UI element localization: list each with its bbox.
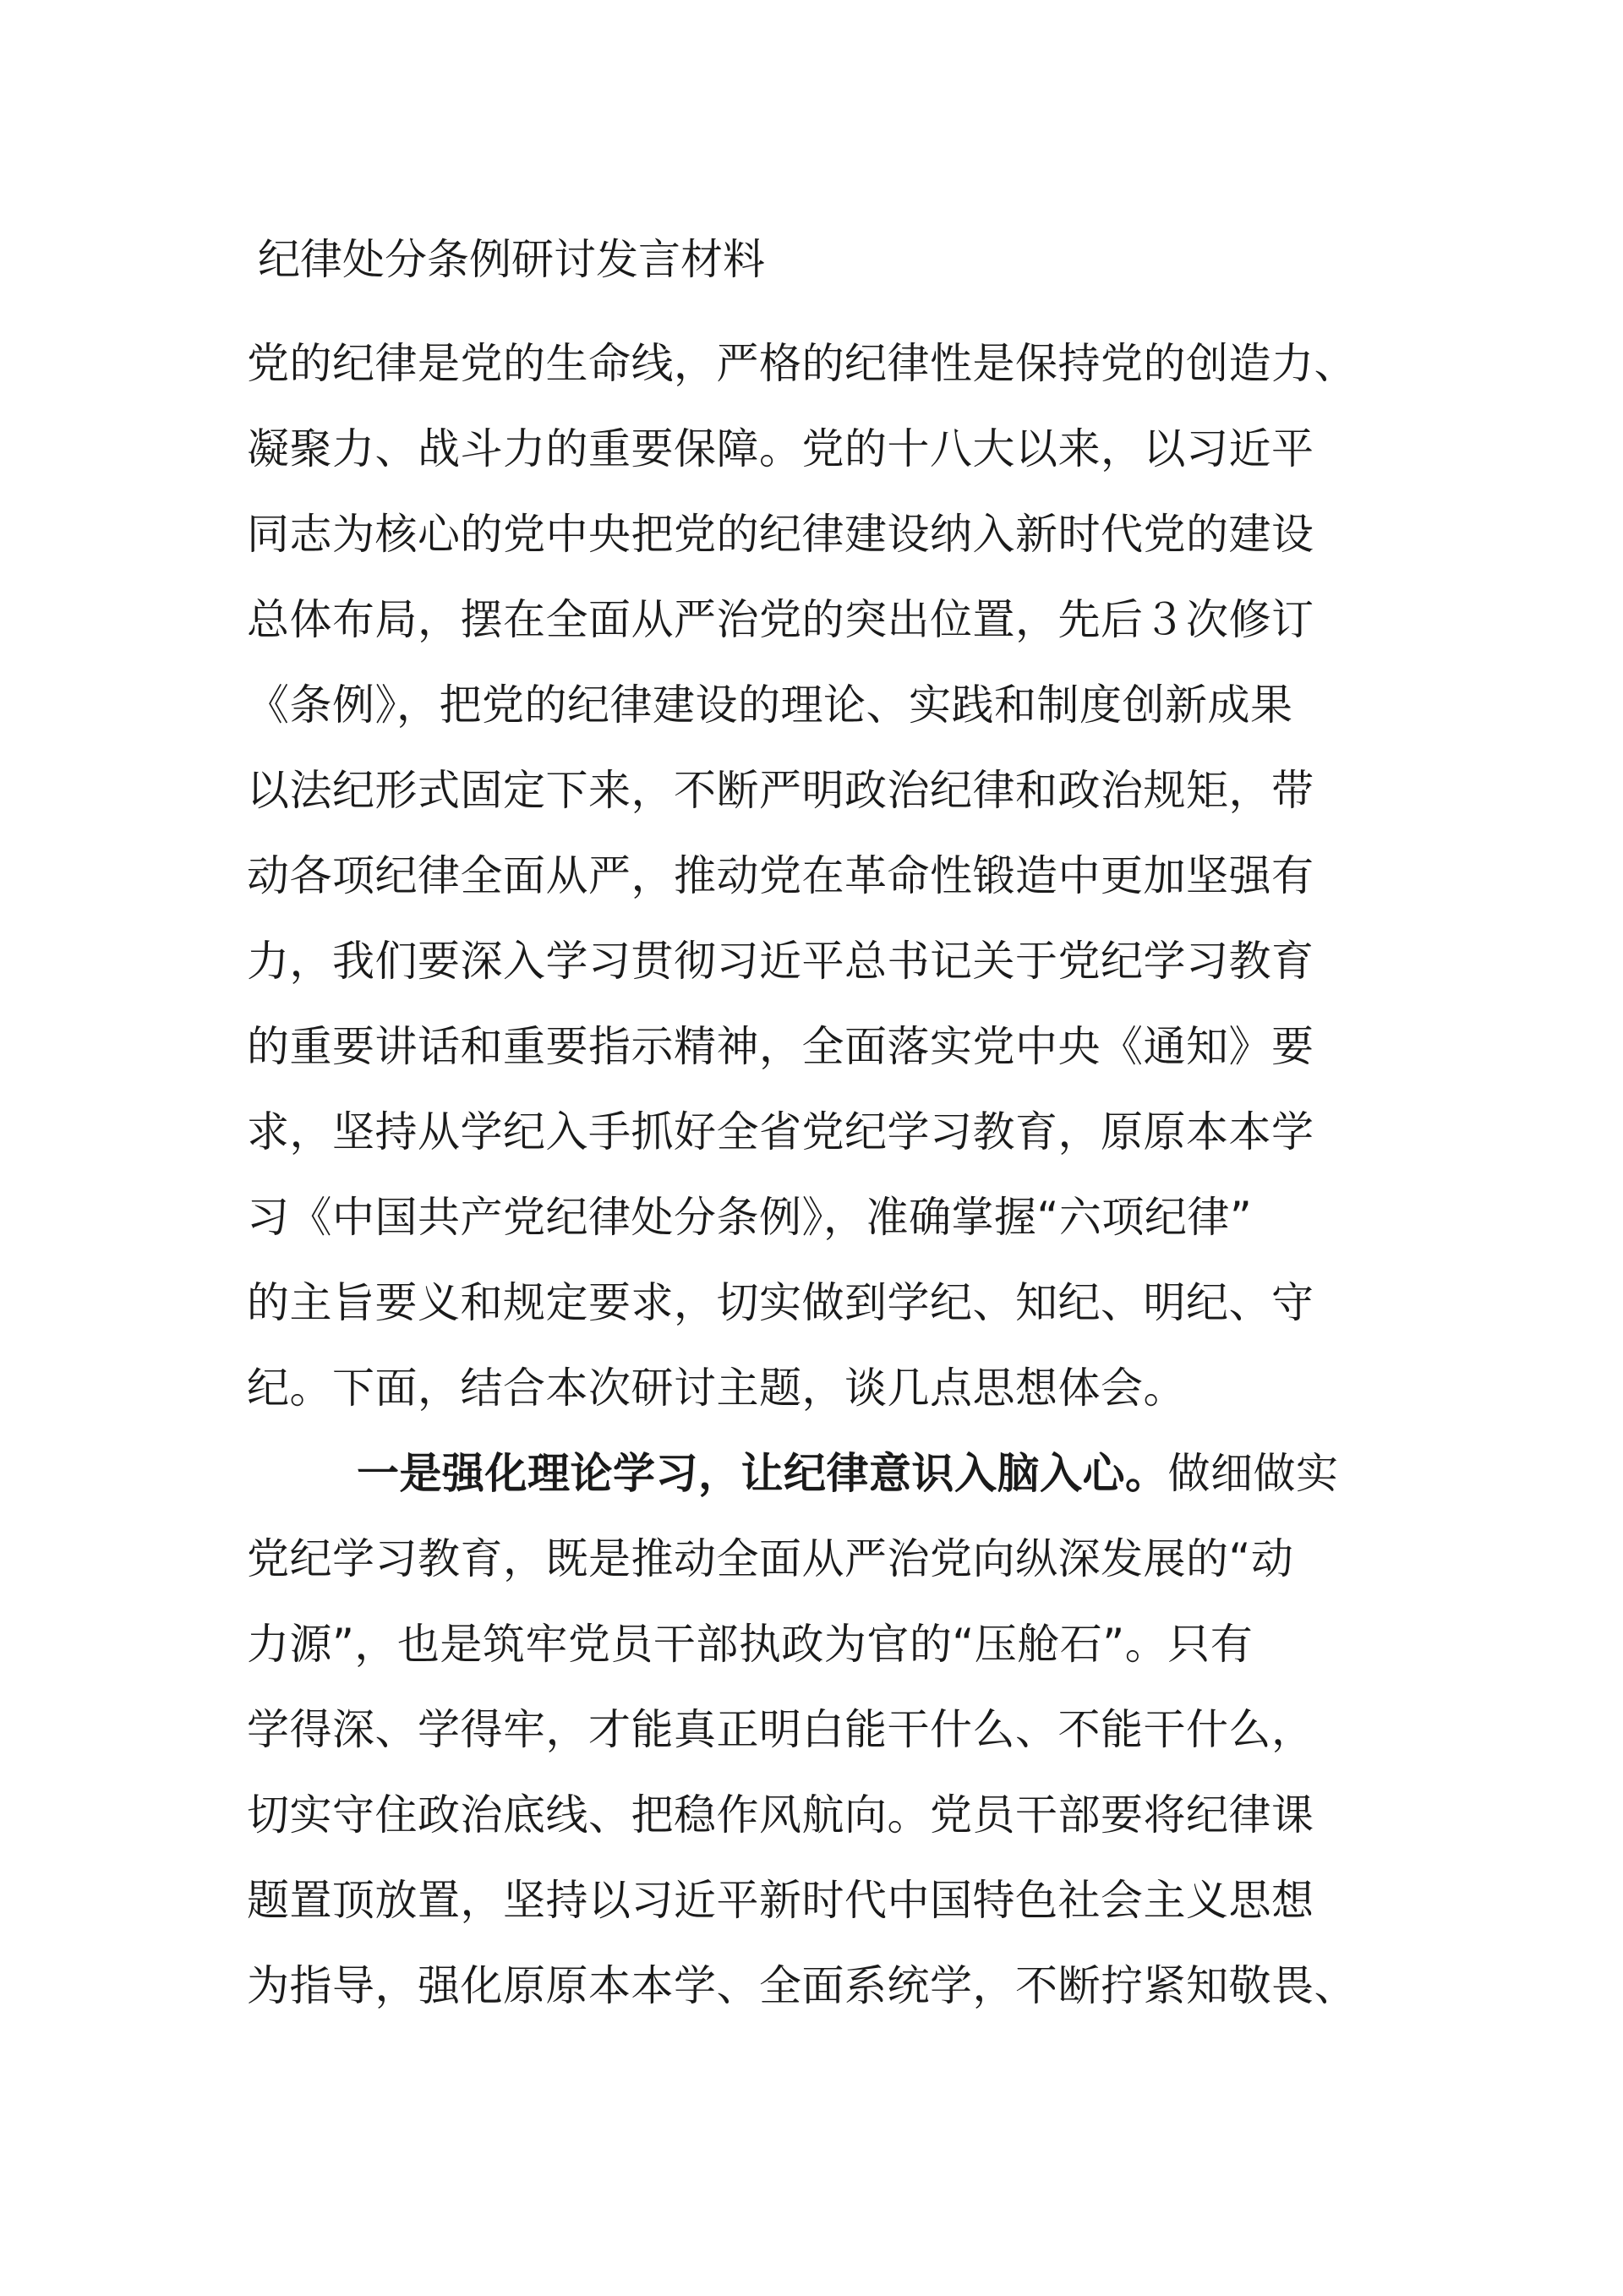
document-body [247,321,1430,2029]
text-line: 求，坚持从学纪入手抓好全省党纪学习教育，原原本本学 [247,1107,1314,1156]
text-line-first [247,1431,1430,1517]
text-line: 学得深、学得牢，才能真正明白能干什么、不能干什么， [247,1705,1314,1754]
text-line: 党纪学习教育，既是推动全面从严治党向纵深发展的“动 [247,1534,1294,1583]
text-line: 凝聚力、战斗力的重要保障。党的十八大以来，以习近平 [247,424,1314,473]
text-line: 为指导，强化原原本本学、全面系统学，不断拧紧知敬畏、 [247,1961,1357,2010]
paragraph-point-one [247,1431,1430,2029]
text-line: 《条例》，把党的纪律建设的理论、实践和制度创新成果 [247,681,1293,730]
text-line: 的主旨要义和规定要求，切实做到学纪、知纪、明纪、守 [247,1278,1314,1327]
text-line: 动各项纪律全面从严，推动党在革命性锻造中更加坚强有 [247,851,1314,900]
document-title: 纪律处分条例研讨发言材料 [258,235,765,284]
text-line: 总体布局，摆在全面从严治党的突出位置，先后３次修订 [247,595,1314,644]
text-line: 切实守住政治底线、把稳作风航向。党员干部要将纪律课 [247,1790,1314,1840]
text-line: 力，我们要深入学习贯彻习近平总书记关于党纪学习教育 [247,937,1314,986]
text-line: 党的纪律是党的生命线，严格的纪律性是保持党的创造力、 [247,339,1357,388]
text-line: 以法纪形式固定下来，不断严明政治纪律和政治规矩，带 [247,766,1314,815]
text-line: 同志为核心的党中央把党的纪律建设纳入新时代党的建设 [247,510,1314,559]
text-line: 的重要讲话和重要指示精神，全面落实党中央《通知》要 [247,1022,1314,1071]
text-line: 纪。下面，结合本次研讨主题，谈几点思想体会。 [247,1364,1186,1413]
text-line: 力源”，也是筑牢党员干部执政为官的“压舱石”。只有 [247,1620,1254,1669]
text-line: 题置顶放置，坚持以习近平新时代中国特色社会主义思想 [247,1876,1314,1925]
text-run: 做细做实 [1167,1449,1339,1498]
paragraph-intro [247,321,1430,1431]
text-line: 习《中国共产党纪律处分条例》，准确掌握“六项纪律” [247,1193,1253,1242]
point-heading: 一是强化理论学习，让纪律意识入脑入心。 [357,1449,1168,1498]
